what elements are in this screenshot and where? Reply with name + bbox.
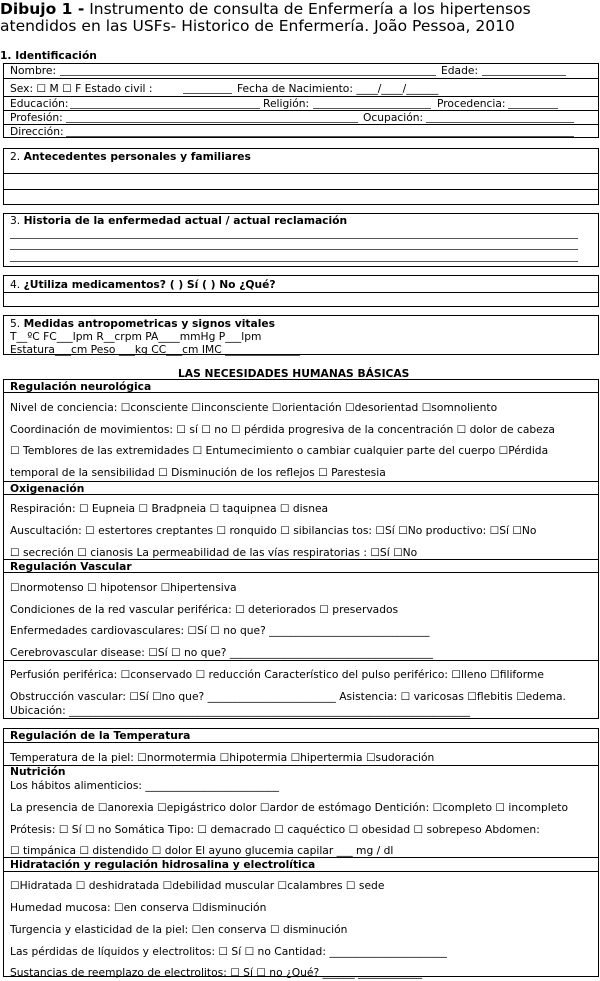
sec5-header (10, 317, 275, 330)
sec3-line[interactable] (10, 238, 578, 239)
nutri-row-2: La presencia de ☐anorexia ☐epigástrico dolor ☐ardor de estómago Dentición: ☐completo ☐ incompleto (10, 801, 569, 814)
vasc-row-7: Ubicación: ___________________________________________________________________________ (10, 704, 470, 717)
sec5-number: 5. (10, 317, 21, 330)
vasc-row-5: Perfusión periférica: ☐conservado ☐ reducción Característico del pulso periférico: ☐lleno ☐filiforme (10, 668, 544, 681)
caption-label: Dibujo 1 - (0, 0, 85, 18)
edade-label: Edade: (441, 64, 479, 77)
nombre-label: Nombre: (10, 64, 57, 77)
needs-title: LAS NECESIDADES HUMANAS BÁSICAS (178, 367, 410, 380)
divider (3, 660, 599, 661)
oxi-title: Oxigenación (10, 482, 85, 495)
ocupacion-field[interactable] (426, 122, 574, 123)
religion-field[interactable] (313, 108, 431, 109)
divider (3, 742, 599, 743)
sec3-line[interactable] (10, 249, 578, 250)
profesion-field[interactable] (66, 122, 358, 123)
edade-field[interactable] (482, 75, 566, 76)
educacion-field[interactable] (70, 108, 260, 109)
divider (3, 871, 599, 872)
divider (3, 110, 599, 111)
divider (3, 173, 599, 174)
vital-signs-row: T__ºC FC___lpm R__crpm PA____mmHg P___lpm (10, 330, 262, 343)
educacion-label: Educación: (10, 97, 69, 110)
sec5-title: Medidas antropometricas y signos vitales (23, 317, 275, 330)
oxi-row-3: ☐ secreción ☐ cianosis La permeabilidad de las vías respiratorias : ☐Sí ☐No (10, 546, 418, 559)
sec4-title: ¿Utiliza medicamentos? ( ) Sí ( ) No ¿Qué? (23, 278, 276, 291)
divider (3, 124, 599, 125)
hidra-row-3: Turgencia y elasticidad de la piel: ☐en conserva ☐ disminución (10, 923, 348, 936)
vasc-row-3: Enfermedades cardiovasculares: ☐Sí ☐ no que? ______________________________ (10, 624, 430, 637)
nutri-row-1: Los hábitos alimenticios: _________________________ (10, 779, 279, 792)
oxi-row-2: Auscultación: ☐ estertores creptantes ☐ ronquido ☐ sibilancias tos: ☐Sí ☐No productivo: ☐Sí ☐No (10, 524, 537, 537)
caption-text: Instrumento de consulta de Enfermería a los hipertensos atendidos en las USFs- Historico de Enfermería. João Pessoa, 2010 (0, 0, 531, 35)
hidra-row-4: Las pérdidas de líquidos y electrolitos: ☐ Sí ☐ no Cantidad: ______________________ (10, 945, 447, 958)
vasc-title: Regulación Vascular (10, 560, 132, 573)
sexo-label: Sex: ☐ M ☐ F Estado civil : (10, 82, 153, 95)
neuro-title: Regulación neurológica (10, 380, 152, 393)
temp-title: Regulación de la Temperatura (10, 729, 191, 742)
neuro-row-1: Nivel de conciencia: ☐consciente ☐inconsciente ☐orientación ☐desorientad ☐somnoliento (10, 401, 498, 414)
neuro-row-2: Coordinación de movimientos: ☐ sí ☐ no ☐ pérdida progresiva de la concentración ☐ dolor de cabeza (10, 423, 555, 436)
divider (3, 189, 599, 190)
divider (3, 765, 599, 766)
estado-civil-field[interactable] (183, 93, 232, 94)
profesion-label: Profesión: (10, 111, 63, 124)
direccion-field[interactable] (66, 136, 574, 137)
sec4-number: 4. (10, 278, 21, 291)
sec2-number: 2. (10, 150, 21, 163)
divider (3, 481, 599, 482)
hidra-row-1: ☐Hidratada ☐ deshidratada ☐debilidad muscular ☐calambres ☐ sede (10, 879, 385, 892)
hidra-row-2: Humedad mucosa: ☐en conserva ☐disminución (10, 901, 267, 914)
anthropometrics-row: Estatura___cm Peso ___kg CC___cm IMC ______________ (10, 343, 300, 356)
vasc-row-6: Obstrucción vascular: ☐Sí ☐no que? ________________________ Asistencia: ☐ varicosas ☐flebitis ☐edema. (10, 690, 566, 703)
nutri-title: Nutrición (10, 765, 66, 778)
neuro-row-4: temporal de la sensibilidad ☐ Disminución de los reflejos ☐ Parestesia (10, 466, 386, 479)
sec3-header (10, 214, 347, 227)
vasc-row-1: ☐normotenso ☐ hipotensor ☐hipertensiva (10, 581, 237, 594)
hidra-row-5: Sustancias de reemplazo de electrolitos: ☐ Sí ☐ no ¿Qué? ______ ____________ (10, 966, 423, 979)
fecha-label: Fecha de Nacimiento: ____/____/______ (237, 82, 439, 95)
nombre-field[interactable] (60, 75, 436, 76)
nutri-row-4: ☐ timpánica ☐ distendido ☐ dolor El ayuno glucemia capilar ___ mg / dl (10, 844, 394, 857)
vasc-row-4: Cerebrovascular disease: ☐Sí ☐ no que? ______________________________________ (10, 646, 433, 659)
hidra-title: Hidratación y regulación hidrosalina y electrolítica (10, 858, 316, 871)
ocupacion-label: Ocupación: (363, 111, 424, 124)
sec2-header (10, 150, 251, 163)
religion-label: Religión: (263, 97, 310, 110)
oxi-row-1: Respiración: ☐ Eupneia ☐ Bradpneia ☐ taquipnea ☐ disnea (10, 502, 329, 515)
divider (3, 78, 599, 79)
sec3-line[interactable] (10, 261, 578, 262)
direccion-label: Dirección: (10, 125, 64, 138)
sec3-number: 3. (10, 214, 21, 227)
sec4-header (10, 278, 276, 291)
nutri-row-3: Prótesis: ☐ Sí ☐ no Somática Tipo: ☐ demacrado ☐ caquéctico ☐ obesidad ☐ sobrepeso Abdomen: (10, 823, 540, 836)
divider (3, 292, 599, 293)
sec2-title: Antecedentes personales y familiares (23, 150, 251, 163)
vasc-row-2: Condiciones de la red vascular periférica: ☐ deteriorados ☐ preservados (10, 603, 399, 616)
divider (3, 494, 599, 495)
sec3-title: Historia de la enfermedad actual / actual reclamación (23, 214, 348, 227)
temp-row-1: Temperatura de la piel: ☐normotermia ☐hipotermia ☐hipertermia ☐sudoración (10, 751, 435, 764)
procedencia-field[interactable] (508, 108, 558, 109)
neuro-row-3: ☐ Temblores de las extremidades ☐ Entumecimiento o cambiar cualquier parte del cuerpo ☐Pérdida (10, 444, 549, 457)
figure-caption (0, 1, 596, 35)
sec1-title: 1. Identificación (0, 49, 97, 62)
procedencia-label: Procedencia: (437, 97, 506, 110)
